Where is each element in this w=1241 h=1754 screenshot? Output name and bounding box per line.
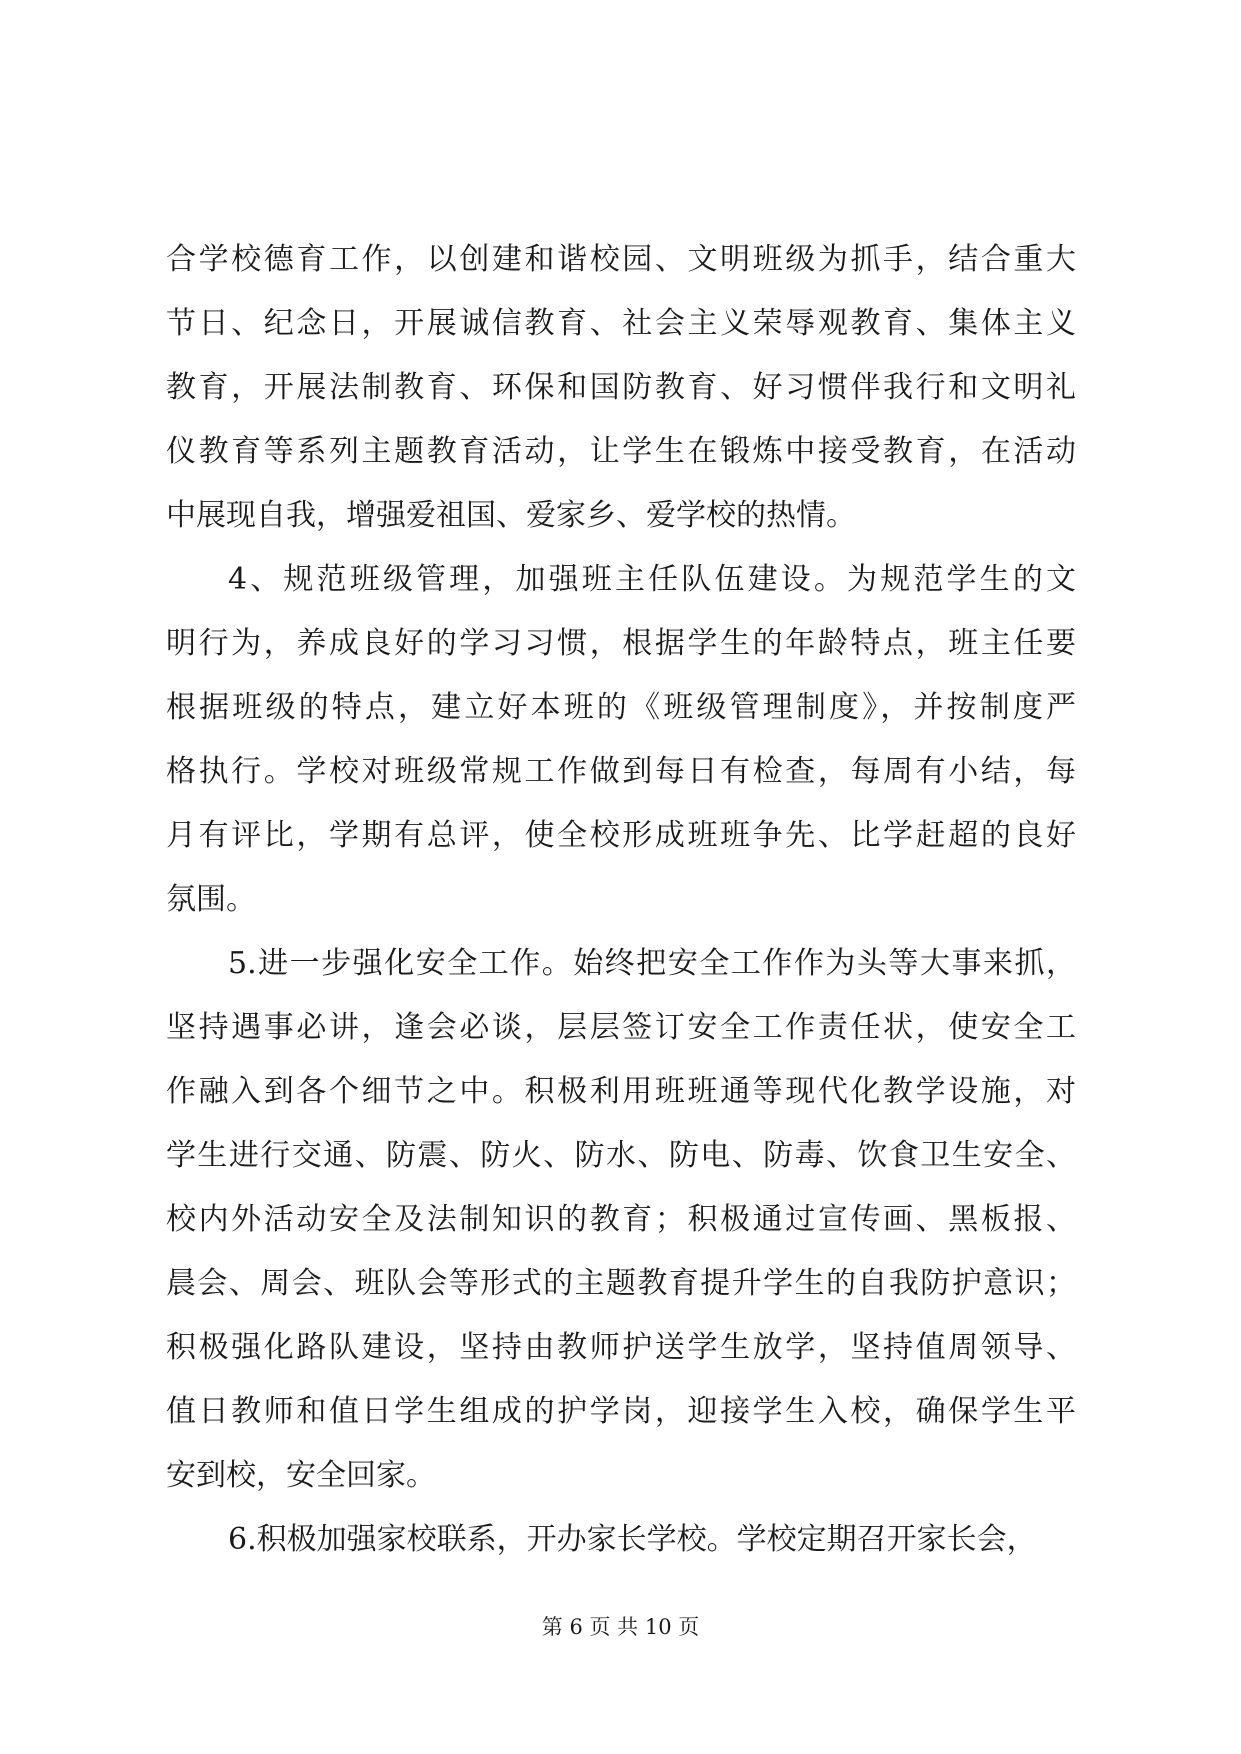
- text-line: 根据班级的特点，建立好本班的《班级管理制度》，并按制度严: [166, 690, 1076, 725]
- text-line: 5.进一步强化安全工作。始终把安全工作作为头等大事来抓，: [228, 946, 1076, 981]
- text-line: 学生进行交通、防震、防火、防水、防电、防毒、饮食卫生安全、: [166, 1138, 1076, 1173]
- text-line: 6.积极加强家校联系，开办家长学校。学校定期召开家长会，: [228, 1522, 1037, 1557]
- text-line: 校内外活动安全及法制知识的教育；积极通过宣传画、黑板报、: [166, 1202, 1076, 1237]
- paragraph: [166, 1508, 1076, 1572]
- text-line: 合学校德育工作，以创建和谐校园、文明班级为抓手，结合重大: [166, 242, 1076, 277]
- document-body: [166, 228, 1076, 1572]
- text-line: 节日、纪念日，开展诚信教育、社会主义荣辱观教育、集体主义: [166, 306, 1076, 341]
- paragraph: [166, 932, 1076, 1508]
- text-line: 氛围。: [166, 882, 256, 917]
- text-line: 积极强化路队建设，坚持由教师护送学生放学，坚持值周领导、: [166, 1330, 1076, 1365]
- text-line: 中展现自我，增强爱祖国、爱家乡、爱学校的热情。: [166, 498, 856, 533]
- paragraph: [166, 548, 1076, 932]
- text-line: 安到校，安全回家。: [166, 1458, 436, 1493]
- page-footer: 第 6 页 共 10 页: [541, 1615, 700, 1639]
- text-line: 晨会、周会、班队会等形式的主题教育提升学生的自我防护意识；: [166, 1266, 1076, 1301]
- text-line: 教育，开展法制教育、环保和国防教育、好习惯伴我行和文明礼: [166, 370, 1076, 405]
- paragraph: [166, 228, 1076, 548]
- text-line: 值日教师和值日学生组成的护学岗，迎接学生入校，确保学生平: [166, 1394, 1076, 1429]
- text-line: 仪教育等系列主题教育活动，让学生在锻炼中接受教育，在活动: [166, 434, 1076, 469]
- text-line: 格执行。学校对班级常规工作做到每日有检查，每周有小结，每: [166, 754, 1076, 789]
- text-line: 作融入到各个细节之中。积极利用班班通等现代化教学设施，对: [166, 1074, 1076, 1109]
- text-line: 明行为，养成良好的学习习惯，根据学生的年龄特点，班主任要: [166, 626, 1076, 661]
- text-line: 坚持遇事必讲，逢会必谈，层层签订安全工作责任状，使安全工: [166, 1010, 1076, 1045]
- text-line: 月有评比，学期有总评，使全校形成班班争先、比学赶超的良好: [166, 818, 1076, 853]
- text-line: 4、规范班级管理，加强班主任队伍建设。为规范学生的文: [228, 562, 1076, 597]
